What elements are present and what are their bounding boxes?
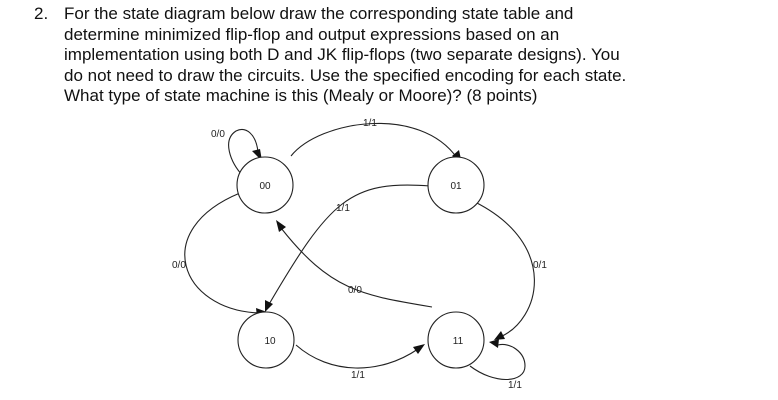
question-line: What type of state machine is this (Mealy or Moore)? (8 points)	[64, 86, 538, 105]
state-label-00: 00	[259, 181, 271, 192]
edge-10-to-11	[296, 345, 418, 368]
edge-01-to-10-arrowhead	[265, 300, 273, 312]
question-number: 2.	[34, 4, 49, 23]
edge-01-to-11	[475, 202, 534, 337]
edge-10-to-11-arrowhead	[413, 344, 425, 354]
edge-label-01-to-10: 1/1	[336, 203, 350, 214]
edge-label-11-self: 1/1	[508, 380, 522, 391]
edge-label-11-to-00: 0/0	[348, 285, 362, 296]
question-line: implementation using both D and JK flip-flops (two separate designs). You	[64, 45, 620, 64]
edge-label-00-self: 0/0	[211, 129, 225, 140]
edge-00-to-10	[185, 193, 259, 313]
state-label-10: 10	[264, 336, 276, 347]
state-label-11: 11	[452, 336, 464, 347]
edge-11-self-arrowhead	[489, 339, 499, 348]
state-label-01: 01	[450, 181, 462, 192]
question-line: For the state diagram below draw the corresponding state table and	[64, 4, 574, 23]
edge-label-00-to-10: 0/0	[172, 260, 186, 271]
question-line: determine minimized flip-flop and output expressions based on an	[64, 24, 560, 44]
edge-label-01-to-11: 0/1	[533, 260, 547, 271]
edge-11-to-00-arrowhead	[276, 220, 286, 232]
edge-label-10-to-11: 1/1	[351, 370, 365, 381]
edge-label-00-to-01: 1/1	[363, 118, 377, 129]
question-line: do not need to draw the circuits. Use the specified encoding for each state.	[64, 65, 627, 85]
